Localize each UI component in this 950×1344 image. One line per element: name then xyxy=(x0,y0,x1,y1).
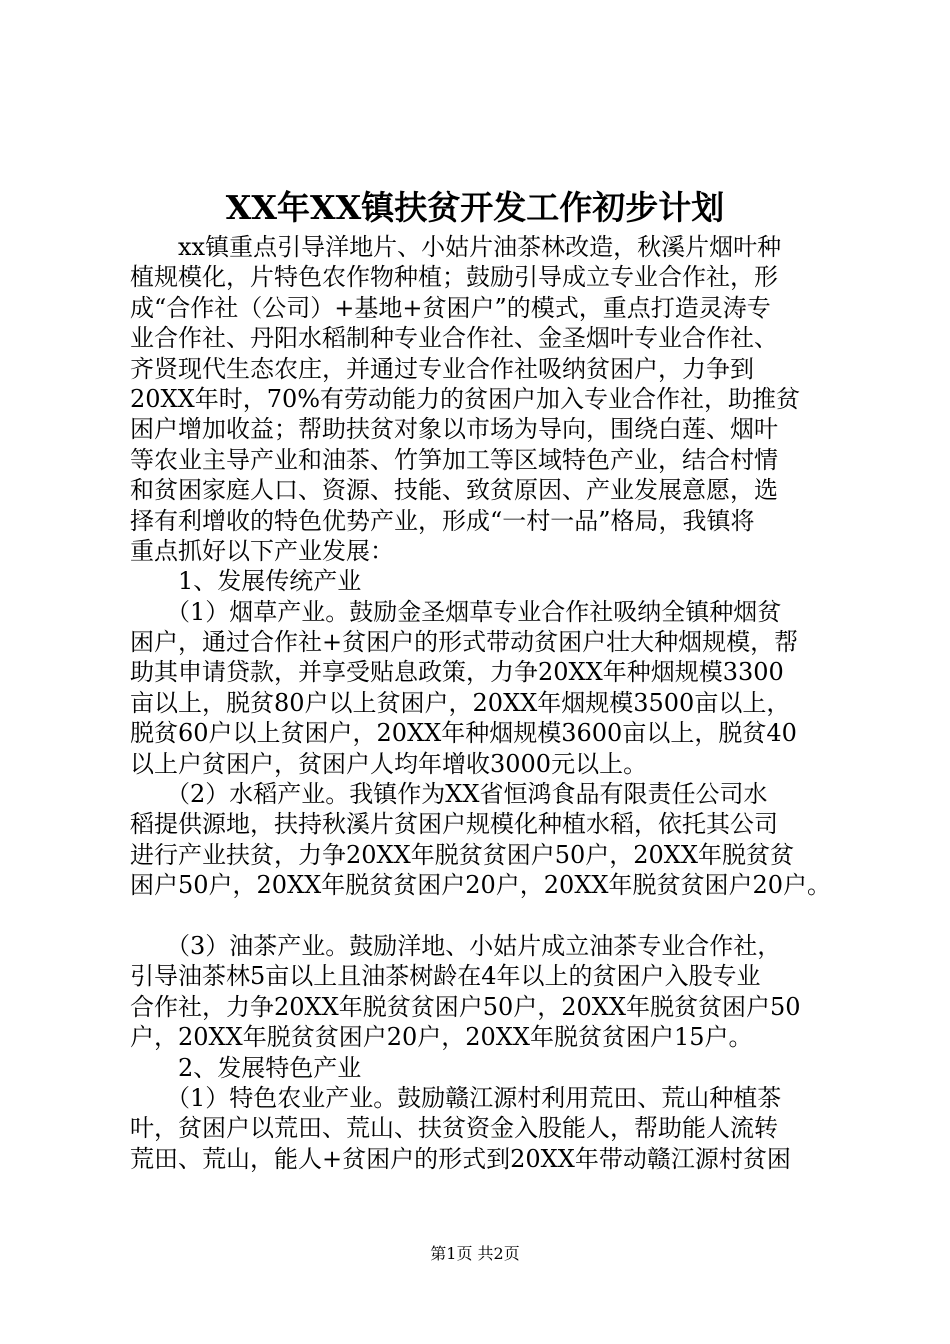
body-line: 助其申请贷款，并享受贴息政策，力争20XX年种烟规模3300 xyxy=(130,658,784,687)
body-line: （1）烟草产业。鼓励金圣烟草专业合作社吸纳全镇种烟贫 xyxy=(130,597,782,626)
body-line: 等农业主导产业和油茶、竹笋加工等区域特色产业，结合村情 xyxy=(130,445,778,474)
body-line: 植规模化，片特色农作物种植；鼓励引导成立专业合作社，形 xyxy=(130,263,778,292)
body-line: 困户50户，20XX年脱贫贫困户20户，20XX年脱贫贫困户20户。 xyxy=(130,871,832,900)
body-line: 成“合作社（公司）+基地+贫困户”的模式，重点打造灵涛专 xyxy=(130,293,771,322)
body-line: 亩以上，脱贫80户以上贫困户，20XX年烟规模3500亩以上， xyxy=(130,688,791,717)
body-line: 脱贫60户以上贫困户，20XX年种烟规模3600亩以上，脱贫40 xyxy=(130,719,797,748)
body-line: 齐贤现代生态农庄，并通过专业合作社吸纳贫困户，力争到 xyxy=(130,354,754,383)
body-line: （3）油茶产业。鼓励洋地、小姑片成立油茶专业合作社， xyxy=(130,931,782,960)
body-line: 择有利增收的特色优势产业，形成“一村一品”格局，我镇将 xyxy=(130,506,755,535)
body-line: 以上户贫困户，贫困户人均年增收3000元以上。 xyxy=(130,749,648,778)
page-footer: 第1页 共2页 xyxy=(430,1244,520,1263)
document-title: XX年XX镇扶贫开发工作初步计划 xyxy=(225,188,725,227)
body-line: 荒田、荒山，能人+贫困户的形式到20XX年带动赣江源村贫困 xyxy=(130,1144,791,1173)
body-line: 2、发展特色产业 xyxy=(130,1053,362,1082)
body-line: 引导油茶林5亩以上且油茶树龄在4年以上的贫困户入股专业 xyxy=(130,962,761,991)
body-line: xx镇重点引导洋地片、小姑片油茶林改造，秋溪片烟叶种 xyxy=(130,233,782,261)
body-line: （1）特色农业产业。鼓励赣江源村利用荒田、荒山种植茶 xyxy=(130,1083,782,1112)
body-line: 业合作社、丹阳水稻制种专业合作社、金圣烟叶专业合作社、 xyxy=(130,324,778,353)
body-line: 20XX年时，70%有劳动能力的贫困户加入专业合作社，助推贫 xyxy=(130,384,801,413)
body-line: 重点抓好以下产业发展： xyxy=(130,536,394,565)
body-line: 和贫困家庭人口、资源、技能、致贫原因、产业发展意愿，选 xyxy=(130,476,778,505)
body-line: 稻提供源地，扶持秋溪片贫困户规模化种植水稻，依托其公司 xyxy=(130,810,778,839)
body-line: 1、发展传统产业 xyxy=(130,567,362,596)
blank-line xyxy=(130,901,850,931)
body-line: 叶，贫困户以荒田、荒山、扶贫资金入股能人，帮助能人流转 xyxy=(130,1114,778,1143)
document-body xyxy=(130,232,850,1174)
body-line: 进行产业扶贫，力争20XX年脱贫贫困户50户，20XX年脱贫贫 xyxy=(130,840,794,869)
body-line: （2）水稻产业。我镇作为XX省恒鸿食品有限责任公司水 xyxy=(130,780,768,809)
body-line: 困户增加收益；帮助扶贫对象以市场为导向，围绕白莲、烟叶 xyxy=(130,415,778,444)
body-line: 困户，通过合作社+贫困户的形式带动贫困户壮大种烟规模，帮 xyxy=(130,628,799,657)
body-line: 户，20XX年脱贫贫困户20户，20XX年脱贫贫困户15户。 xyxy=(130,1023,753,1052)
body-line: 合作社，力争20XX年脱贫贫困户50户，20XX年脱贫贫困户50 xyxy=(130,992,801,1021)
